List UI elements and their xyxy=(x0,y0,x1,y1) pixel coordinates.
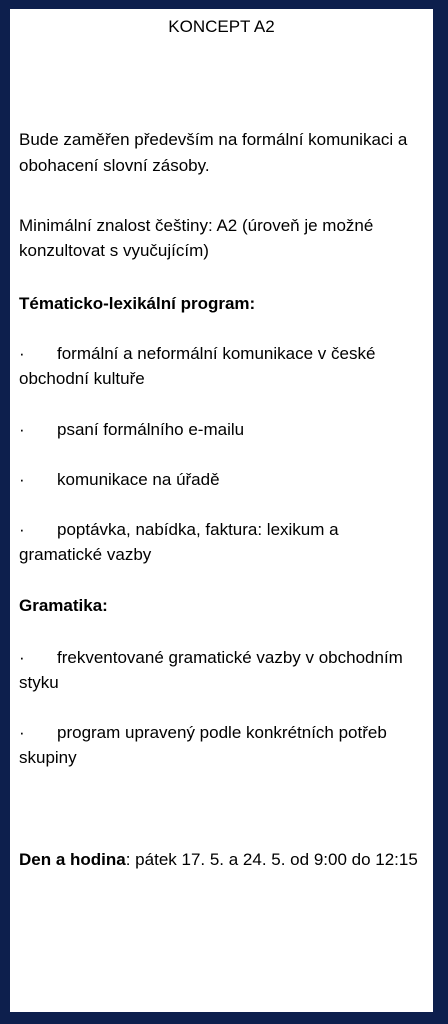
bullet-icon: · xyxy=(19,723,25,742)
program-item-text: formální a neformální komunikace v české obchodní kultuře xyxy=(19,344,376,388)
program-item-1 xyxy=(19,341,425,391)
level-text: Minimální znalost češtiny: A2 (úroveň je možné konzultovat s vyučujícím) xyxy=(19,216,374,260)
grammar-item-1 xyxy=(19,645,425,695)
program-heading: Tématicko-lexikální program: xyxy=(19,294,256,313)
schedule-value: : pátek 17. 5. a 24. 5. od 9:00 do 12:15 xyxy=(125,850,418,869)
program-item-text: poptávka, nabídka, faktura: lexikum a gramatické vazby xyxy=(19,520,339,564)
bullet-icon: · xyxy=(19,648,25,667)
program-item-4 xyxy=(19,517,425,567)
grammar-item-text: program upravený podle konkrétních potřeb skupiny xyxy=(19,723,387,767)
grammar-item-text: frekventované gramatické vazby v obchodním styku xyxy=(19,648,403,692)
bullet-icon: · xyxy=(19,344,25,363)
intro-text: Bude zaměřen především na formální komunikaci a obohacení slovní zásoby. xyxy=(19,130,408,175)
bullet-icon: · xyxy=(19,470,25,489)
program-item-3 xyxy=(19,467,425,492)
grammar-item-2 xyxy=(19,720,425,770)
page-title: KONCEPT A2 xyxy=(168,17,275,36)
program-item-2 xyxy=(19,417,425,442)
schedule-label: Den a hodina xyxy=(19,850,126,869)
grammar-heading: Gramatika: xyxy=(19,596,108,615)
bullet-icon: · xyxy=(19,420,25,439)
program-item-text: psaní formálního e-mailu xyxy=(57,420,245,439)
bullet-icon: · xyxy=(19,520,25,539)
schedule-text xyxy=(19,847,425,872)
program-item-text: komunikace na úřadě xyxy=(57,470,220,489)
